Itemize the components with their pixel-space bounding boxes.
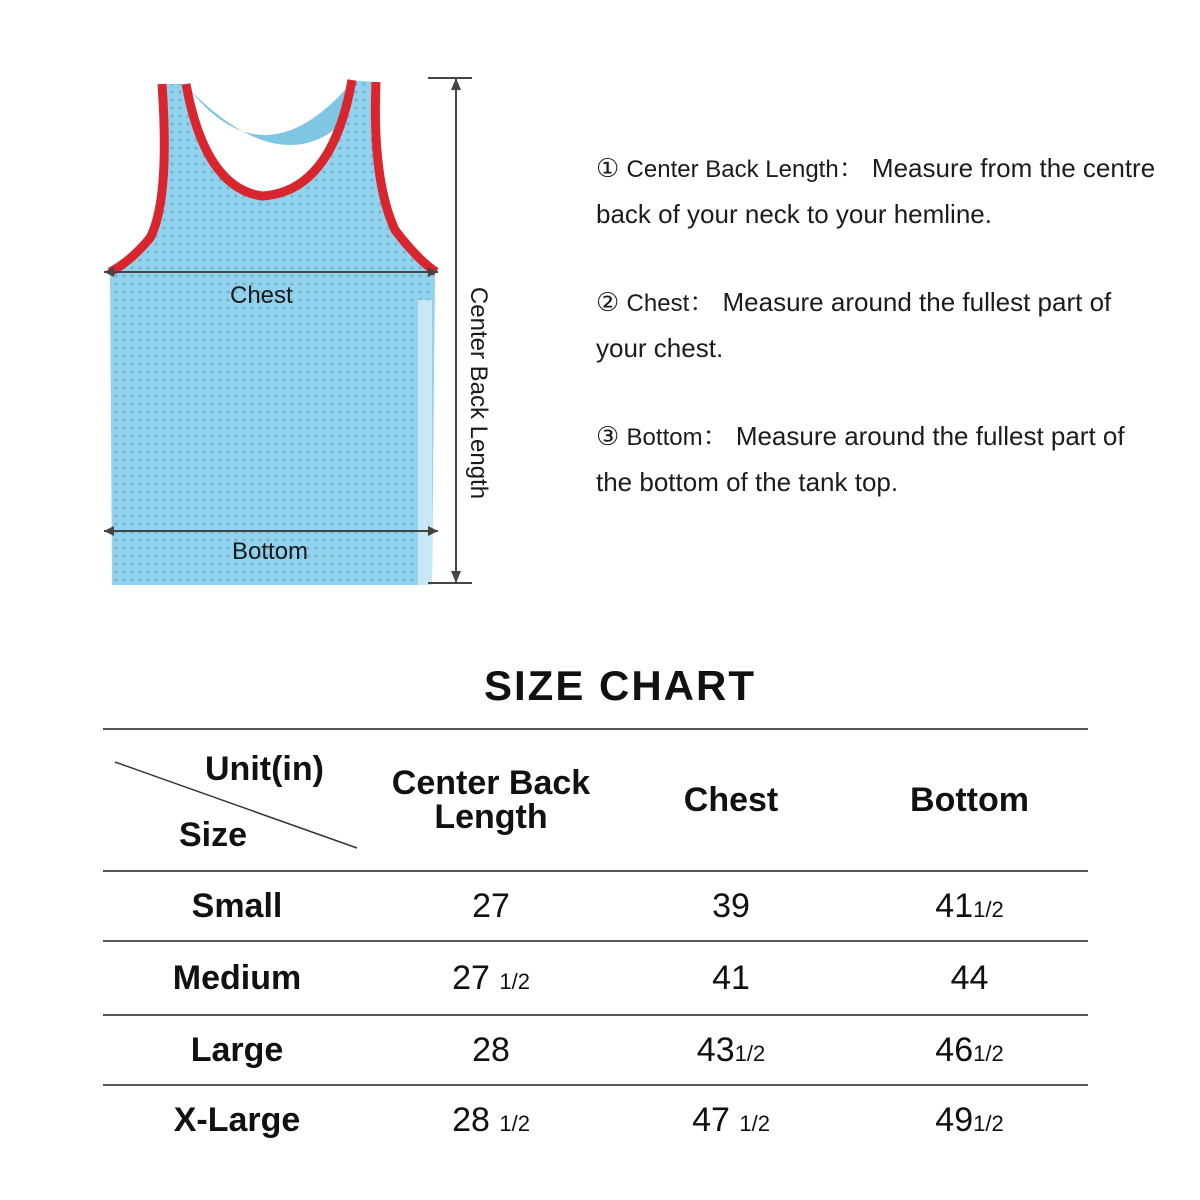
cell-medium-bottom: 44: [950, 958, 989, 997]
size-chart-title: SIZE CHART: [484, 662, 756, 709]
size-header-label: Size: [179, 816, 248, 854]
marker-2: ②: [596, 287, 620, 317]
cell-x-large-cbl: 28 1/2: [452, 1101, 530, 1139]
cell-small-bottom: 411/2: [935, 886, 1004, 925]
tank-top-diagram: [100, 70, 500, 590]
instruction-chest: ② Chest： Measure around the fullest part of your chest.: [596, 287, 1112, 363]
cell-large-chest: 431/2: [696, 1030, 766, 1069]
text-chest: Measure around the fullest part of your chest.: [596, 287, 1112, 363]
size-small: Small: [191, 886, 283, 925]
col-center-back-length: Center Back Length: [391, 764, 591, 836]
size-large: Large: [190, 1030, 284, 1069]
tank-body: [110, 80, 435, 585]
cell-medium-chest: 41: [712, 958, 750, 997]
cell-medium-cbl: 27 1/2: [452, 958, 530, 997]
cell-x-large-bottom: 491/2: [935, 1101, 1004, 1139]
size-chart-table: [103, 728, 1088, 1155]
header-row: [103, 729, 1088, 871]
instruction-bottom: ③ Bottom： Measure around the fullest part of the bottom of the tank top.: [596, 421, 1125, 497]
center-back-length-label: Center Back Length: [465, 286, 492, 500]
col-bottom: Bottom: [910, 781, 1029, 819]
marker-1: ①: [596, 153, 620, 183]
corner-cell: [103, 729, 371, 871]
term-chest: Chest: [626, 290, 690, 317]
instruction-center-back-length: ① Center Back Length： Measure from the centre back of your neck to your hemline.: [596, 153, 1156, 229]
cell-small-cbl: 27: [472, 886, 510, 925]
size-x-large: X-Large: [173, 1101, 301, 1139]
cell-x-large-chest: 47 1/2: [692, 1101, 770, 1139]
term-bottom: Bottom: [626, 424, 703, 451]
table-row-x-large: [103, 1085, 1088, 1155]
marker-3: ③: [596, 421, 620, 451]
text-bottom: Measure around the fullest part of the bottom of the tank top.: [596, 421, 1125, 497]
chest-label: Chest: [230, 282, 293, 309]
table-row-medium: [103, 941, 1088, 1015]
cell-small-chest: 39: [712, 886, 750, 925]
col-chest: Chest: [683, 781, 779, 819]
table-row-large: [103, 1015, 1088, 1085]
size-medium: Medium: [172, 958, 302, 997]
term-center-back-length: Center Back Length: [626, 156, 839, 183]
unit-label: Unit(in): [205, 750, 324, 788]
cell-large-bottom: 461/2: [935, 1030, 1004, 1069]
text-center-back-length: Measure from the centre back of your neck to your hemline.: [596, 153, 1156, 229]
cell-large-cbl: 28: [472, 1030, 510, 1069]
table-row-small: [103, 871, 1088, 941]
bottom-label: Bottom: [232, 538, 309, 565]
measurement-instructions: [596, 146, 1156, 548]
